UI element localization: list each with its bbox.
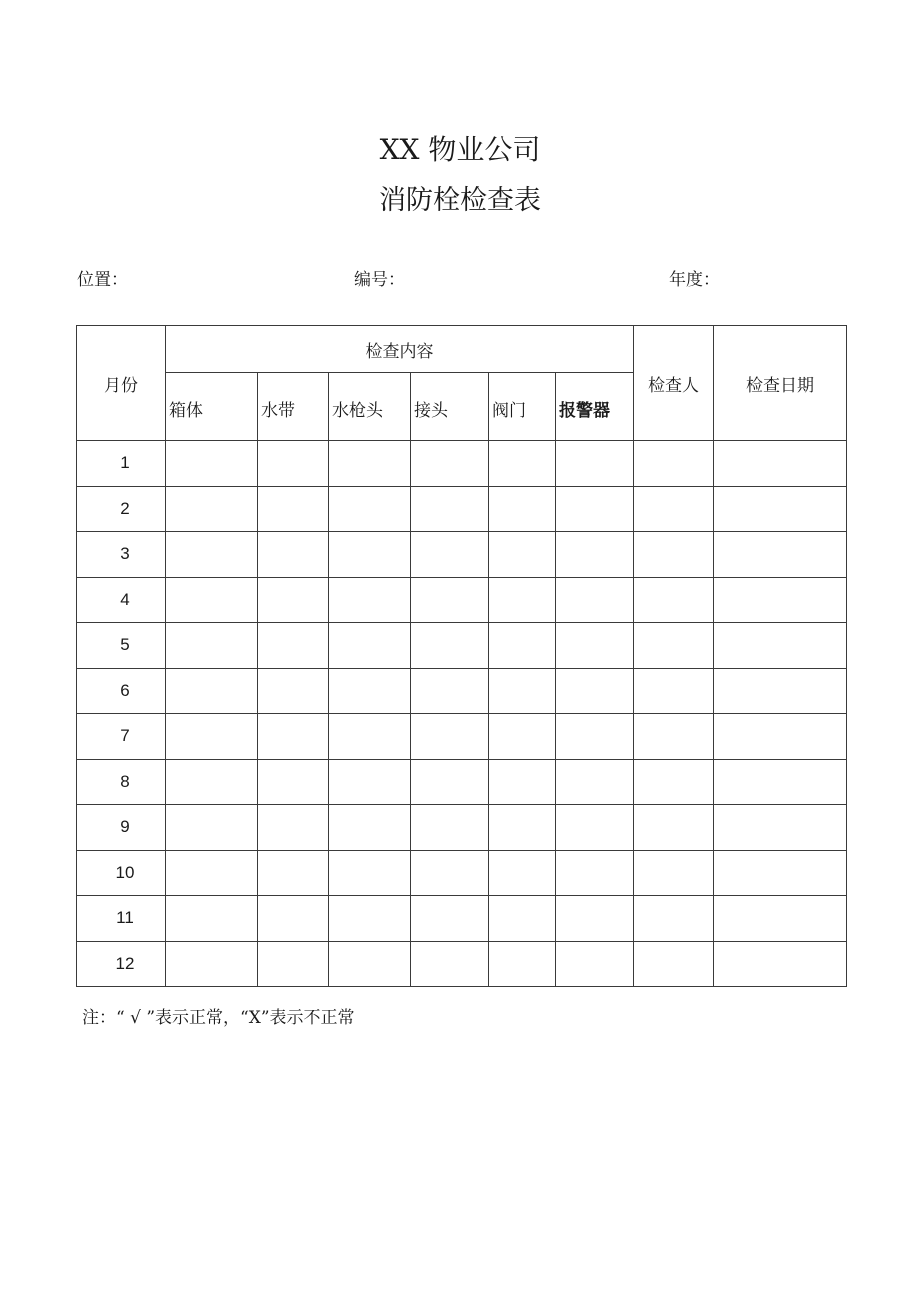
- entry-cell[interactable]: [634, 486, 714, 532]
- entry-cell[interactable]: [556, 486, 634, 532]
- entry-cell[interactable]: [258, 850, 329, 896]
- entry-cell[interactable]: [556, 714, 634, 760]
- content-item-coupling: 接头: [411, 373, 489, 441]
- month-cell: 8: [77, 759, 166, 805]
- entry-cell[interactable]: [329, 896, 411, 942]
- entry-cell[interactable]: [634, 759, 714, 805]
- entry-cell[interactable]: [411, 577, 489, 623]
- month-cell: 1: [77, 441, 166, 487]
- month-cell: 9: [77, 805, 166, 851]
- month-cell: 11: [77, 896, 166, 942]
- entry-cell[interactable]: [329, 623, 411, 669]
- entry-cell[interactable]: [258, 577, 329, 623]
- entry-cell[interactable]: [166, 759, 258, 805]
- entry-cell[interactable]: [556, 668, 634, 714]
- entry-cell[interactable]: [329, 577, 411, 623]
- month-cell: 10: [77, 850, 166, 896]
- entry-cell[interactable]: [166, 850, 258, 896]
- entry-cell[interactable]: [489, 714, 556, 760]
- entry-cell[interactable]: [489, 850, 556, 896]
- entry-cell[interactable]: [714, 486, 847, 532]
- month-cell: 2: [77, 486, 166, 532]
- entry-cell[interactable]: [714, 623, 847, 669]
- entry-cell[interactable]: [634, 668, 714, 714]
- entry-cell[interactable]: [329, 759, 411, 805]
- table-row: [77, 850, 847, 896]
- entry-cell[interactable]: [258, 623, 329, 669]
- form-title: 消防栓检查表: [379, 185, 541, 216]
- table-row: [77, 668, 847, 714]
- year-label: 年度：: [669, 270, 720, 290]
- content-item-hose: 水带: [258, 373, 329, 441]
- entry-cell[interactable]: [556, 532, 634, 578]
- entry-cell[interactable]: [489, 759, 556, 805]
- month-cell: 4: [77, 577, 166, 623]
- entry-cell[interactable]: [714, 532, 847, 578]
- entry-cell[interactable]: [489, 941, 556, 987]
- content-item-nozzle: 水枪头: [329, 373, 411, 441]
- entry-cell[interactable]: [714, 714, 847, 760]
- entry-cell[interactable]: [634, 623, 714, 669]
- entry-cell[interactable]: [258, 941, 329, 987]
- entry-cell[interactable]: [166, 941, 258, 987]
- month-cell: 6: [77, 668, 166, 714]
- company-title: XX 物业公司: [379, 133, 541, 166]
- entry-cell[interactable]: [411, 714, 489, 760]
- date-header: 检查日期: [714, 326, 847, 441]
- entry-cell[interactable]: [166, 441, 258, 487]
- entry-cell[interactable]: [166, 486, 258, 532]
- entry-cell[interactable]: [489, 668, 556, 714]
- entry-cell[interactable]: [258, 441, 329, 487]
- location-label: 位置：: [77, 270, 128, 290]
- entry-cell[interactable]: [556, 441, 634, 487]
- content-group-header: 检查内容: [166, 326, 634, 373]
- entry-cell[interactable]: [411, 850, 489, 896]
- entry-cell[interactable]: [634, 441, 714, 487]
- entry-cell[interactable]: [556, 623, 634, 669]
- entry-cell[interactable]: [489, 532, 556, 578]
- entry-cell[interactable]: [329, 714, 411, 760]
- entry-cell[interactable]: [411, 486, 489, 532]
- entry-cell[interactable]: [258, 714, 329, 760]
- entry-cell[interactable]: [714, 759, 847, 805]
- entry-cell[interactable]: [258, 668, 329, 714]
- entry-cell[interactable]: [714, 668, 847, 714]
- entry-cell[interactable]: [166, 896, 258, 942]
- entry-cell[interactable]: [634, 941, 714, 987]
- table-row: [77, 896, 847, 942]
- entry-cell[interactable]: [166, 577, 258, 623]
- entry-cell[interactable]: [411, 896, 489, 942]
- table-row: [77, 714, 847, 760]
- entry-cell[interactable]: [411, 441, 489, 487]
- entry-cell[interactable]: [556, 850, 634, 896]
- table-row: [77, 532, 847, 578]
- entry-cell[interactable]: [714, 850, 847, 896]
- entry-cell[interactable]: [411, 941, 489, 987]
- entry-cell[interactable]: [714, 805, 847, 851]
- entry-cell[interactable]: [166, 714, 258, 760]
- entry-cell[interactable]: [166, 668, 258, 714]
- entry-cell[interactable]: [411, 623, 489, 669]
- entry-cell[interactable]: [329, 805, 411, 851]
- table-row: [77, 941, 847, 987]
- entry-cell[interactable]: [714, 941, 847, 987]
- entry-cell[interactable]: [166, 623, 258, 669]
- entry-cell[interactable]: [714, 896, 847, 942]
- entry-cell[interactable]: [329, 486, 411, 532]
- month-header: 月份: [77, 326, 166, 441]
- entry-cell[interactable]: [489, 623, 556, 669]
- inspection-table: [76, 325, 847, 987]
- entry-cell[interactable]: [166, 532, 258, 578]
- entry-cell[interactable]: [634, 805, 714, 851]
- content-item-cabinet: 箱体: [166, 373, 258, 441]
- table-row: [77, 441, 847, 487]
- entry-cell[interactable]: [556, 577, 634, 623]
- content-item-alarm: 报警器: [556, 373, 634, 441]
- entry-cell[interactable]: [411, 805, 489, 851]
- entry-cell[interactable]: [556, 759, 634, 805]
- entry-cell[interactable]: [489, 486, 556, 532]
- table-row: [77, 623, 847, 669]
- entry-cell[interactable]: [714, 577, 847, 623]
- table-row: [77, 759, 847, 805]
- entry-cell[interactable]: [329, 441, 411, 487]
- entry-cell[interactable]: [556, 805, 634, 851]
- entry-cell[interactable]: [489, 577, 556, 623]
- entry-cell[interactable]: [258, 486, 329, 532]
- entry-cell[interactable]: [411, 759, 489, 805]
- table-row: [77, 805, 847, 851]
- entry-cell[interactable]: [489, 441, 556, 487]
- footnote: 注：“ √ ”表示正常，“X”表示不正常: [82, 1008, 355, 1028]
- entry-cell[interactable]: [714, 441, 847, 487]
- month-cell: 12: [77, 941, 166, 987]
- entry-cell[interactable]: [329, 668, 411, 714]
- entry-cell[interactable]: [489, 805, 556, 851]
- entry-cell[interactable]: [329, 532, 411, 578]
- entry-cell[interactable]: [634, 850, 714, 896]
- month-rows: [77, 441, 847, 987]
- inspector-header: 检查人: [634, 326, 714, 441]
- entry-cell[interactable]: [258, 759, 329, 805]
- table-row: [77, 486, 847, 532]
- entry-cell[interactable]: [634, 896, 714, 942]
- entry-cell[interactable]: [329, 850, 411, 896]
- entry-cell[interactable]: [556, 941, 634, 987]
- entry-cell[interactable]: [634, 577, 714, 623]
- number-label: 编号：: [354, 270, 405, 290]
- entry-cell[interactable]: [634, 532, 714, 578]
- table-row: [77, 577, 847, 623]
- entry-cell[interactable]: [411, 532, 489, 578]
- entry-cell[interactable]: [411, 668, 489, 714]
- entry-cell[interactable]: [258, 532, 329, 578]
- month-cell: 7: [77, 714, 166, 760]
- entry-cell[interactable]: [166, 805, 258, 851]
- entry-cell[interactable]: [556, 896, 634, 942]
- content-item-valve: 阀门: [489, 373, 556, 441]
- entry-cell[interactable]: [258, 805, 329, 851]
- month-cell: 5: [77, 623, 166, 669]
- month-cell: 3: [77, 532, 166, 578]
- entry-cell[interactable]: [329, 941, 411, 987]
- entry-cell[interactable]: [489, 896, 556, 942]
- entry-cell[interactable]: [258, 896, 329, 942]
- entry-cell[interactable]: [634, 714, 714, 760]
